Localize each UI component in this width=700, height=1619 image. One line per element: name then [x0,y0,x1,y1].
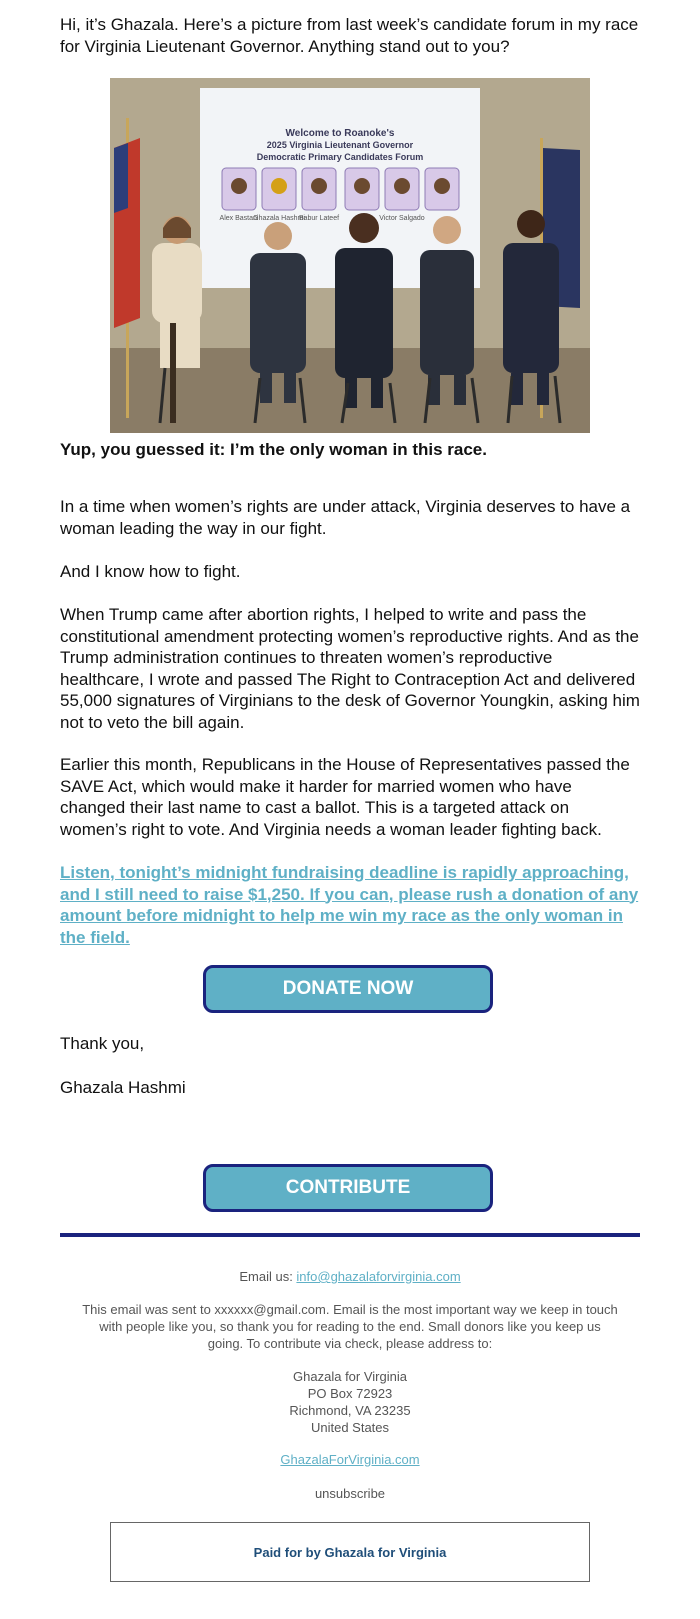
screen-title-line2: 2025 Virginia Lieutenant Governor [266,140,414,150]
screen-name-5: Victor Salgado [379,215,425,222]
email-us-label: Email us: [239,1269,297,1284]
candidate-forum-photo [110,78,590,433]
paid-for-disclaimer [110,1522,590,1582]
email-body [60,14,640,57]
paragraph-save-act: Earlier this month, Republicans in the House of Representatives passed the SAVE Act, which would make it harder for married women who have changed their last name to cast a ballot. This is a targeted attack on women’s right to vote. And Virginia needs a woman leader fighting back. [60,755,630,839]
address-line: Ghazala for Virginia [293,1369,407,1384]
footer-site [80,1451,620,1468]
email-link[interactable]: info@ghazalaforvirginia.com [296,1269,461,1284]
thank-you-text: Thank you, [60,1034,145,1053]
contribute-button[interactable]: CONTRIBUTE [203,1164,493,1212]
address-line: Richmond, VA 23235 [289,1403,411,1418]
address-line: PO Box 72923 [307,1386,393,1401]
paragraph-rights: In a time when women’s rights are under attack, Virginia deserves to have a woman leading the way in our fight. [60,497,631,538]
paragraph-fight: And I know how to fight. [60,562,241,581]
screen-title-line1: Welcome to Roanoke's [285,128,395,139]
footer-divider [60,1233,640,1237]
website-link[interactable]: GhazalaForVirginia.com [280,1452,420,1467]
intro-paragraph: Hi, it’s Ghazala. Here’s a picture from last week’s candidate forum in my race for Virginia Lieutenant Governor. Anything stand out to you? [60,15,639,56]
screen-name-3: Babur Lateef [298,215,340,222]
footer-email-line [80,1268,620,1285]
donate-now-button[interactable]: DONATE NOW [203,965,493,1013]
screen-name-1: Alex Bastani [219,215,259,222]
screen-title-line3: Democratic Primary Candidates Forum [256,152,424,162]
paid-for-text: Paid for by Ghazala for Virginia [253,1544,447,1560]
screen-name-2: Ghazala Hashmi [253,215,305,222]
bold-statement: Yup, you guessed it: I’m the only woman in this race. [60,440,487,459]
address-line: United States [310,1420,390,1435]
mailing-address [80,1368,620,1436]
signature: Ghazala Hashmi [60,1078,186,1097]
fundraising-cta-link[interactable]: Listen, tonight’s midnight fundraising deadline is rapidly approaching, and I still need to raise $1,250. If you can, please rush a donation of any amount before midnight to help me win my race as the only woman in the field. [60,863,639,947]
unsubscribe-link[interactable]: unsubscribe [314,1486,386,1501]
footer-sent-text: This email was sent to xxxxxx@gmail.com. Email is the most important way we keep in touch with people like you, so thank you for reading to the end. Small donors like you keep us going. To contribute via check, please address to: [82,1302,618,1351]
footer-unsubscribe [80,1485,620,1502]
paragraph-record: When Trump came after abortion rights, I helped to write and pass the constitutional amendment protecting women’s reproductive rights. And as the Trump administration continues to threaten women’s reproductive healthcare, I wrote and passed The Right to Contraception Act and delivered 55,000 signatures of Virginians to the desk of Governor Youngkin, asking him not to veto the bill again. [60,605,640,732]
